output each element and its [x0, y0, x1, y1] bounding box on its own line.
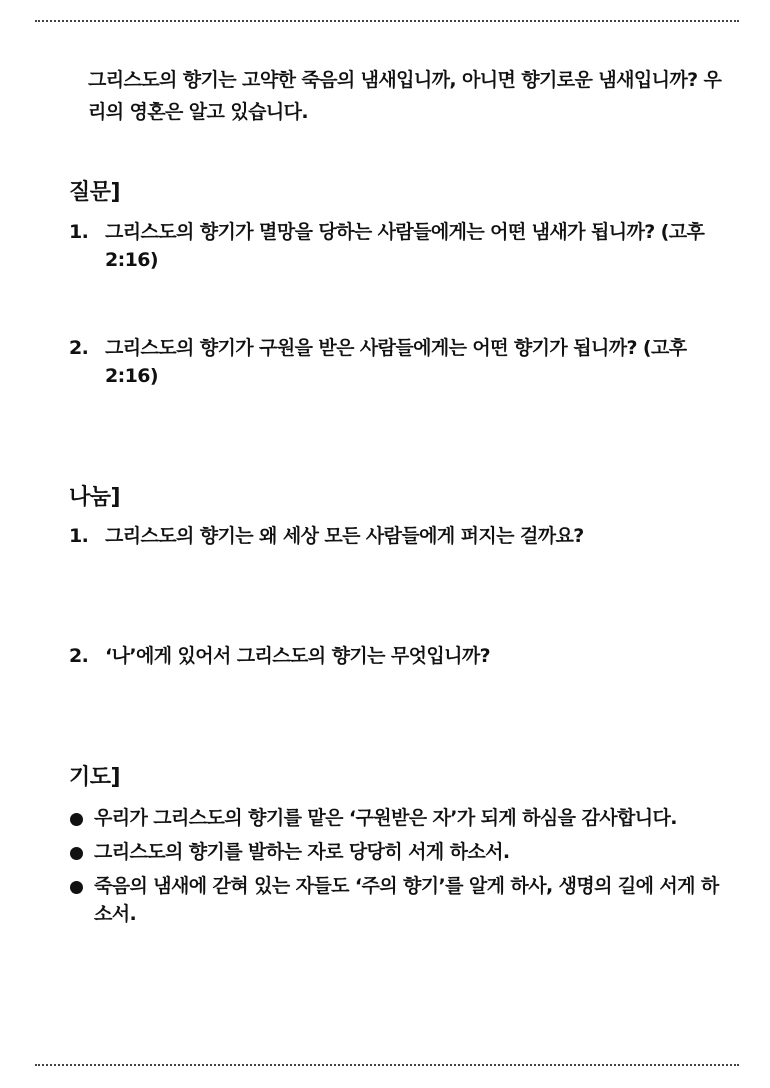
questions-heading: 질문] — [69, 180, 121, 205]
bullet-icon — [70, 813, 83, 826]
question-number: 1. — [69, 221, 89, 243]
sharing-text: 그리스도의 향기는 왜 세상 모든 사람들에게 퍼지는 걸까요? — [105, 525, 584, 547]
sharing-item — [69, 522, 709, 550]
sharing-heading: 나눔] — [69, 485, 121, 510]
question-text: 그리스도의 향기가 멸망을 당하는 사람들에게는 어떤 냄새가 됩니까? (고후2:16) — [105, 221, 705, 271]
question-item — [69, 334, 709, 390]
prayer-item — [68, 804, 728, 832]
prayer-text: 우리가 그리스도의 향기를 맡은 ‘구원받은 자’가 되게 하심을 감사합니다. — [94, 807, 677, 829]
prayer-item — [68, 872, 728, 928]
question-text: 그리스도의 향기가 구원을 받은 사람들에게는 어떤 향기가 됩니까? (고후2:16) — [105, 337, 687, 387]
bottom-dotted-divider — [35, 1064, 739, 1066]
prayer-list — [68, 804, 728, 934]
prayer-text: 죽음의 냄새에 갇혀 있는 자들도 ‘주의 향기’를 알게 하사, 생명의 길에 서게 하소서. — [94, 875, 719, 925]
intro-paragraph: 그리스도의 향기는 고약한 죽음의 냄새입니까, 아니면 향기로운 냄새입니까? 우리의 영혼은 알고 있습니다. — [88, 69, 722, 123]
prayer-item — [68, 838, 728, 866]
question-number: 2. — [69, 337, 89, 359]
top-dotted-divider — [35, 20, 739, 22]
prayer-text: 그리스도의 향기를 발하는 자로 당당히 서게 하소서. — [94, 841, 510, 863]
bullet-icon — [70, 881, 83, 894]
prayer-heading: 기도] — [69, 765, 121, 790]
question-item — [69, 218, 709, 274]
sharing-number: 2. — [69, 645, 89, 667]
sharing-number: 1. — [69, 525, 89, 547]
sharing-item — [69, 642, 709, 670]
sharing-text: ‘나’에게 있어서 그리스도의 향기는 무엇입니까? — [105, 645, 491, 667]
bullet-icon — [70, 847, 83, 860]
